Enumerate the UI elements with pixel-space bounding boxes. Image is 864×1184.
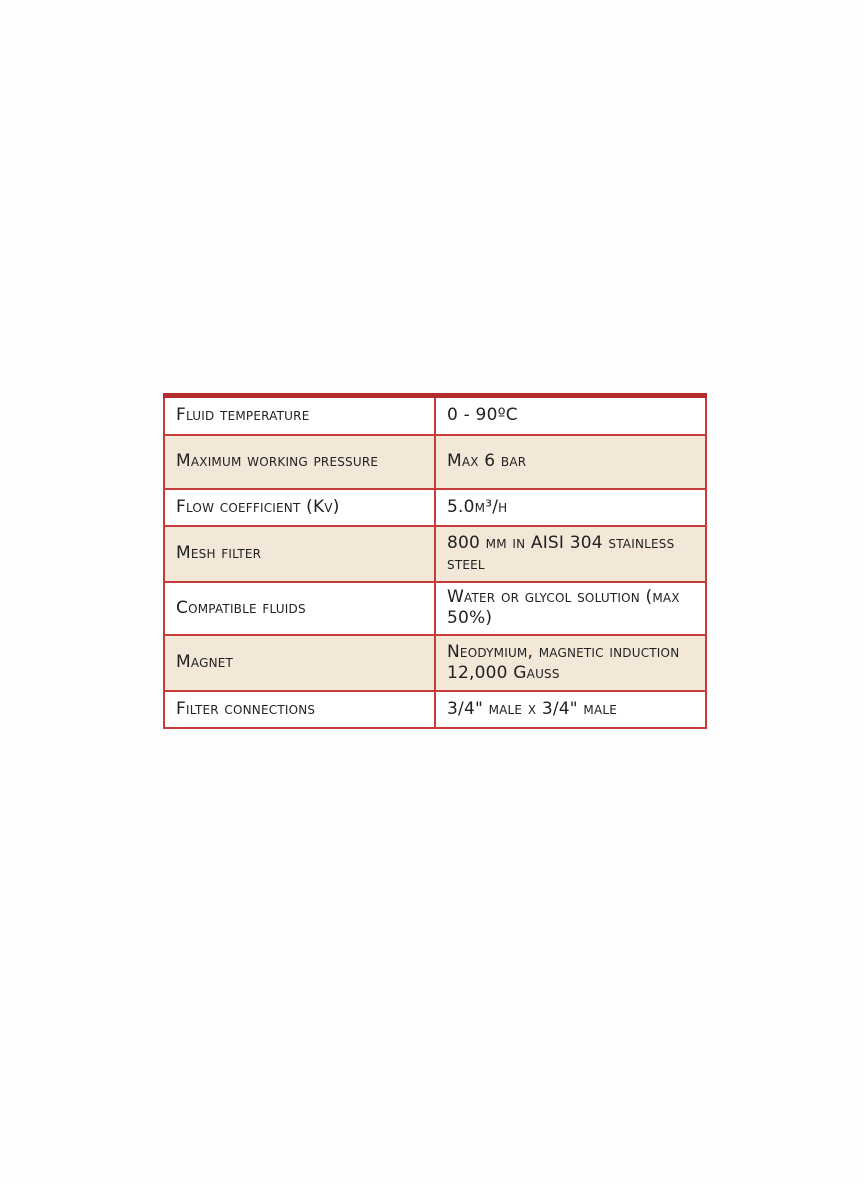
table-row (164, 691, 706, 728)
table-row (164, 635, 706, 691)
spec-value: Max 6 bar (435, 435, 706, 489)
spec-value: 0 - 90ºC (435, 396, 706, 435)
spec-label: Magnet (164, 635, 435, 691)
spec-value: 5.0m³/h (435, 489, 706, 526)
specifications-table (163, 393, 707, 729)
spec-value: 3/4" male x 3/4" male (435, 691, 706, 728)
spec-value: Water or glycol solution (max 50%) (435, 582, 706, 635)
spec-label: Compatible fluids (164, 582, 435, 635)
spec-label: Mesh filter (164, 526, 435, 582)
table-row (164, 489, 706, 526)
spec-label: Fluid temperature (164, 396, 435, 435)
table-row (164, 396, 706, 435)
spec-label: Filter connections (164, 691, 435, 728)
table-row (164, 582, 706, 635)
spec-label: Maximum working pressure (164, 435, 435, 489)
table-row (164, 435, 706, 489)
spec-label: Flow coefficient (Kv) (164, 489, 435, 526)
table-row (164, 526, 706, 582)
spec-value: 800 µm in AISI 304 stainless steel (435, 526, 706, 582)
spec-value: Neodymium, magnetic induction 12,000 Gauss (435, 635, 706, 691)
